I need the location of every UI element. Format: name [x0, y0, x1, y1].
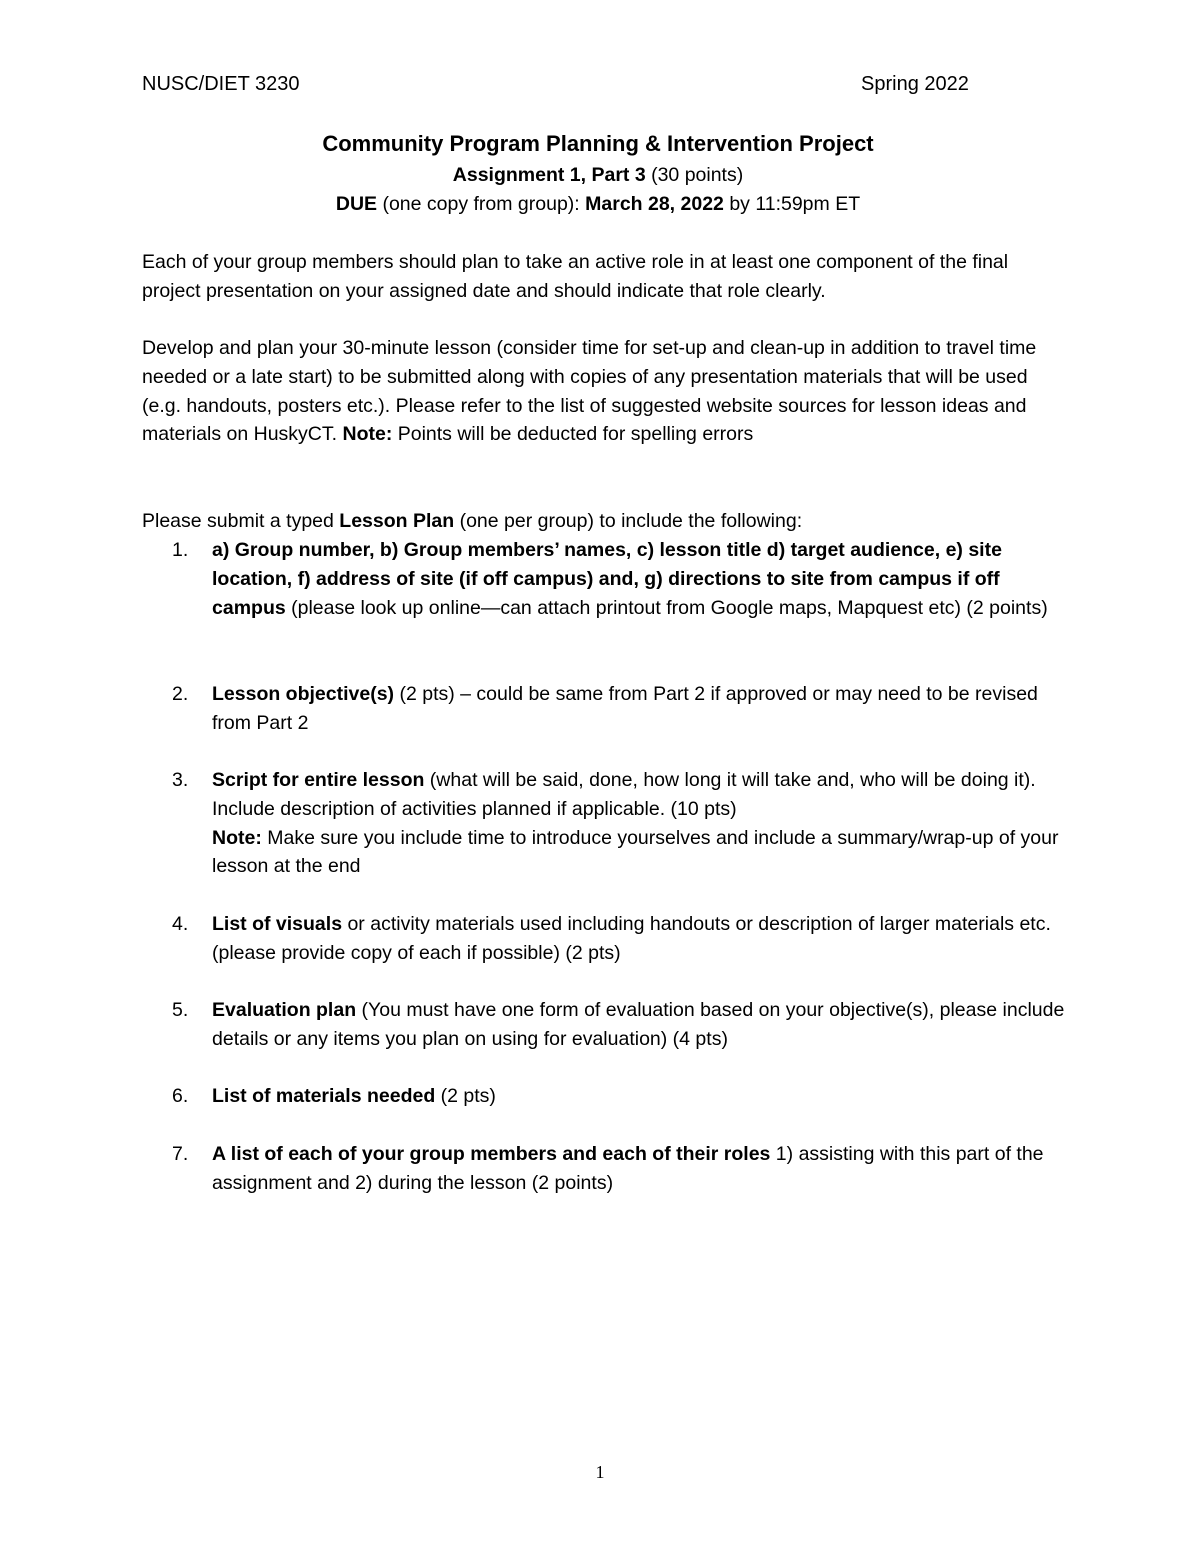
list-item-text: [172, 996, 1072, 1054]
page-number: 1: [595, 1462, 605, 1482]
list-item-bold: a) Group number, b) Group members’ names, c) lesson title d) target audience, e) site location, f) address of site (if off campus) and, g) directions to site from campus if off campus: [212, 539, 1002, 619]
list-item: [172, 766, 1072, 881]
intro-note-label: Note:: [342, 423, 393, 446]
lesson-plan-label: Lesson Plan: [339, 510, 455, 532]
list-item-text: [172, 536, 1072, 622]
list-item-number: 2.: [172, 683, 189, 705]
list-item-number: 3.: [172, 769, 189, 791]
list-item-bold: Script for entire lesson: [212, 769, 425, 791]
list-item-bold: Lesson objective(s): [212, 683, 395, 705]
intro-paragraph-roles: Each of your group members should plan to take an active role in at least one component of the final project presentation on your assigned date and should indicate that role clearly.: [142, 251, 1009, 302]
list-item: [172, 680, 1072, 738]
course-code: NUSC/DIET 3230: [142, 73, 300, 95]
intro-paragraph-submit: [142, 507, 1072, 536]
assignment-subtitle: [0, 164, 1196, 187]
list-item-text: [172, 1140, 1072, 1198]
list-item-text: [172, 680, 1072, 738]
list-item-number: 5.: [172, 999, 189, 1021]
submit-text-b: (one per group) to include the following:: [454, 510, 803, 532]
list-item-note-label: Note:: [212, 826, 262, 849]
due-label: DUE: [335, 193, 378, 215]
intro-note-text: Points will be deducted for spelling errors: [392, 423, 754, 446]
list-item-number: 7.: [172, 1143, 189, 1165]
list-item-rest: 1) assisting with this part of the assignment and 2) during the lesson (2 points): [212, 1143, 1044, 1194]
list-item-bold: List of visuals: [212, 913, 343, 935]
list-item: [172, 536, 1072, 622]
list-item-bold: A list of each of your group members and each of their roles: [212, 1143, 771, 1165]
due-note: (one copy from group):: [377, 193, 586, 215]
list-item: [172, 1140, 1072, 1198]
term: Spring 2022: [861, 73, 969, 95]
list-item-text: [172, 1082, 1072, 1111]
list-item-text: [172, 766, 1072, 881]
list-item-text: [172, 910, 1072, 968]
list-item-rest: (2 pts) – could be same from Part 2 if approved or may need to be revised from Part 2: [212, 683, 1038, 734]
list-item-rest: (2 pts): [435, 1085, 496, 1107]
list-item: [172, 1082, 1072, 1111]
assignment-points: (30 points): [645, 164, 744, 186]
list-item: [172, 996, 1072, 1054]
list-item-number: 6.: [172, 1085, 189, 1107]
due-line: [0, 193, 1196, 216]
list-item-rest: (You must have one form of evaluation based on your objective(s), please include details or any items you plan on using for evaluation) (4 pts): [212, 999, 1065, 1050]
list-item-number: 4.: [172, 913, 189, 935]
list-item-bold: Evaluation plan: [212, 999, 357, 1021]
due-date: March 28, 2022: [585, 193, 724, 215]
list-item-rest: (what will be said, done, how long it will take and, who will be doing it). Include description of activities planned if applicable. (10 pts): [212, 769, 1036, 820]
due-time: by 11:59pm ET: [723, 193, 861, 215]
intro-paragraph-lesson: [142, 334, 1072, 449]
submit-text-a: Please submit a typed: [142, 510, 340, 532]
assignment-label: Assignment 1, Part 3: [452, 164, 646, 186]
list-item: [172, 910, 1072, 968]
list-item-number: 1.: [172, 539, 189, 561]
list-item-rest: (please look up online—can attach printout from Google maps, Mapquest etc) (2 points): [285, 596, 1048, 619]
list-item-rest: or activity materials used including handouts or description of larger materials etc. (please provide copy of each if possible) (2 pts): [212, 913, 1051, 964]
list-item-note-text: Make sure you include time to introduce yourselves and include a summary/wrap-up of your lesson at the end: [212, 826, 1059, 878]
document-title: Community Program Planning & Intervention Project: [322, 131, 874, 156]
list-item-bold: List of materials needed: [212, 1085, 436, 1107]
intro-lesson-text: Develop and plan your 30-minute lesson (consider time for set-up and clean-up in addition to travel time needed or a late start) to be submitted along with copies of any presentation materials that will be used (e.g. handouts, posters etc.). Please refer to the list of suggested website sources for lesson ideas and materials on HuskyCT.: [142, 337, 1037, 446]
